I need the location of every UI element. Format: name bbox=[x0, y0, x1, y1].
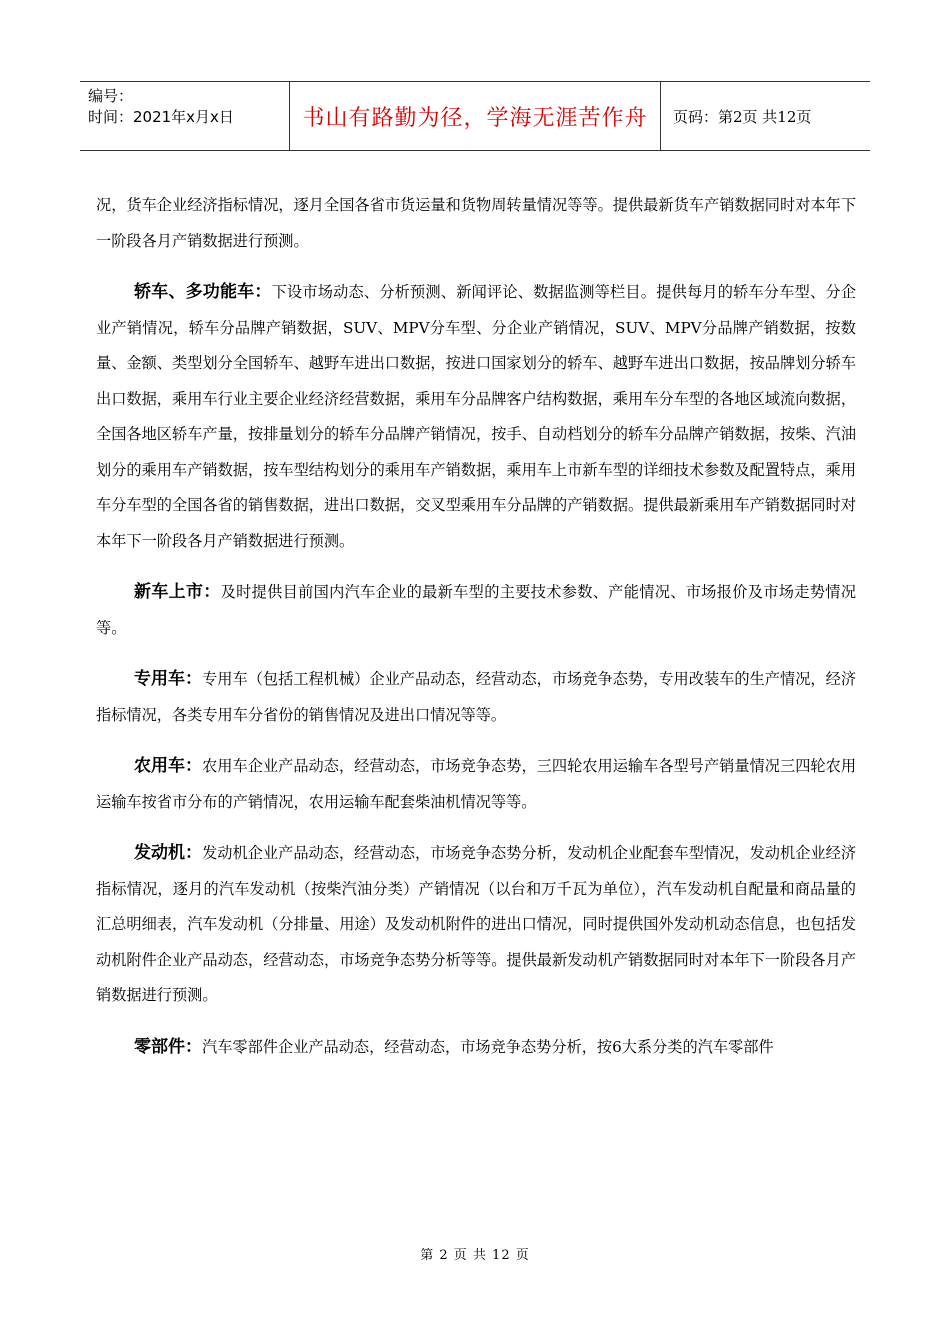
header-meta bbox=[80, 82, 289, 150]
document-number-label: 编号： bbox=[88, 87, 134, 105]
paragraph-text: 况，货车企业经济指标情况，逐月全国各省市货运量和货物周转量情况等等。提供最新货车产销数据同时对本年下一阶段各月产销数据进行预测。 bbox=[96, 196, 856, 250]
header-motto: 书山有路勤为径，学海无涯苦作舟 bbox=[289, 82, 661, 150]
paragraph-text: 专用车（包括工程机械）企业产品动态，经营动态，市场竞争态势，专用改装车的生产情况，经济指标情况，各类专用车分省份的销售情况及进出口情况等等。 bbox=[96, 670, 857, 724]
page-header bbox=[80, 81, 870, 151]
document-body bbox=[96, 188, 856, 1081]
paragraph-special-vehicles bbox=[96, 662, 856, 733]
paragraph-engines bbox=[96, 836, 856, 1014]
paragraph-text: 发动机企业产品动态，经营动态，市场竞争态势分析，发动机企业配套车型情况，发动机企业经济指标情况，逐月的汽车发动机（按柴汽油分类）产销情况（以台和万千瓦为单位），汽车发动机自配量和商品量的汇总明细表，汽车发动机（分排量、用途）及发动机附件的进出口情况，同时提供国外发动机动态信息，也包括发动机附件企业产品动态，经营动态，市场竞争态势分析等等。提供最新发动机产销数据同时对本年下一阶段各月产销数据进行预测。 bbox=[96, 844, 857, 1004]
paragraph-continuation bbox=[96, 188, 856, 259]
paragraph-keyword: 零部件： bbox=[134, 1036, 202, 1057]
paragraph-text: 农用车企业产品动态，经营动态，市场竞争态势，三四轮农用运输车各型号产销量情况三四轮农用运输车按省市分布的产销情况，农用运输车配套柴油机情况等等。 bbox=[96, 757, 857, 811]
paragraph-text: 下设市场动态、分析预测、新闻评论、数据监测等栏目。提供每月的轿车分车型、分企业产销情况，轿车分品牌产销数据，SUV、MPV分车型、分企业产销情况，SUV、MPV分品牌产销数据，按数量、金额、类型划分全国轿车、越野车进出口数据，按进口国家划分的轿车、越野车进出口数据，按品牌划分轿车出口数据，乘用车行业主要企业经济经营数据，乘用车分品牌客户结构数据，乘用车分车型的各地区域流向数据，全国各地区轿车产量，按排量划分的轿车分品牌产销情况，按手、自动档划分的轿车分品牌产销数据，按柴、汽油划分的乘用车产销数据，按车型结构划分的乘用车产销数据，乘用车上市新车型的详细技术参数及配置特点，乘用车分车型的全国各省的销售数据，进出口数据，交叉型乘用车分品牌的产销数据。提供最新乘用车产销数据同时对本年下一阶段各月产销数据进行预测。 bbox=[96, 283, 857, 550]
paragraph-keyword: 专用车： bbox=[134, 669, 203, 689]
paragraph-sedan bbox=[96, 275, 856, 559]
paragraph-new-cars bbox=[96, 575, 856, 646]
document-time-label: 时间：2021年x月x日 bbox=[88, 108, 234, 126]
paragraph-keyword: 发动机： bbox=[134, 843, 203, 863]
paragraph-keyword: 轿车、多功能车： bbox=[134, 282, 272, 302]
paragraph-parts bbox=[96, 1030, 856, 1066]
header-page-label: 页码：第2页 共12页 bbox=[673, 107, 812, 126]
page-footer: 第 2 页 共 12 页 bbox=[420, 1248, 530, 1263]
paragraph-text: 及时提供目前国内汽车企业的最新车型的主要技术参数、产能情况、市场报价及市场走势情况等。 bbox=[96, 583, 857, 637]
paragraph-keyword: 新车上市： bbox=[134, 582, 221, 602]
paragraph-agricultural-vehicles bbox=[96, 749, 856, 820]
paragraph-keyword: 农用车： bbox=[134, 756, 203, 776]
paragraph-text: 汽车零部件企业产品动态，经营动态，市场竞争态势分析，按6大系分类的汽车零部件 bbox=[202, 1037, 774, 1056]
